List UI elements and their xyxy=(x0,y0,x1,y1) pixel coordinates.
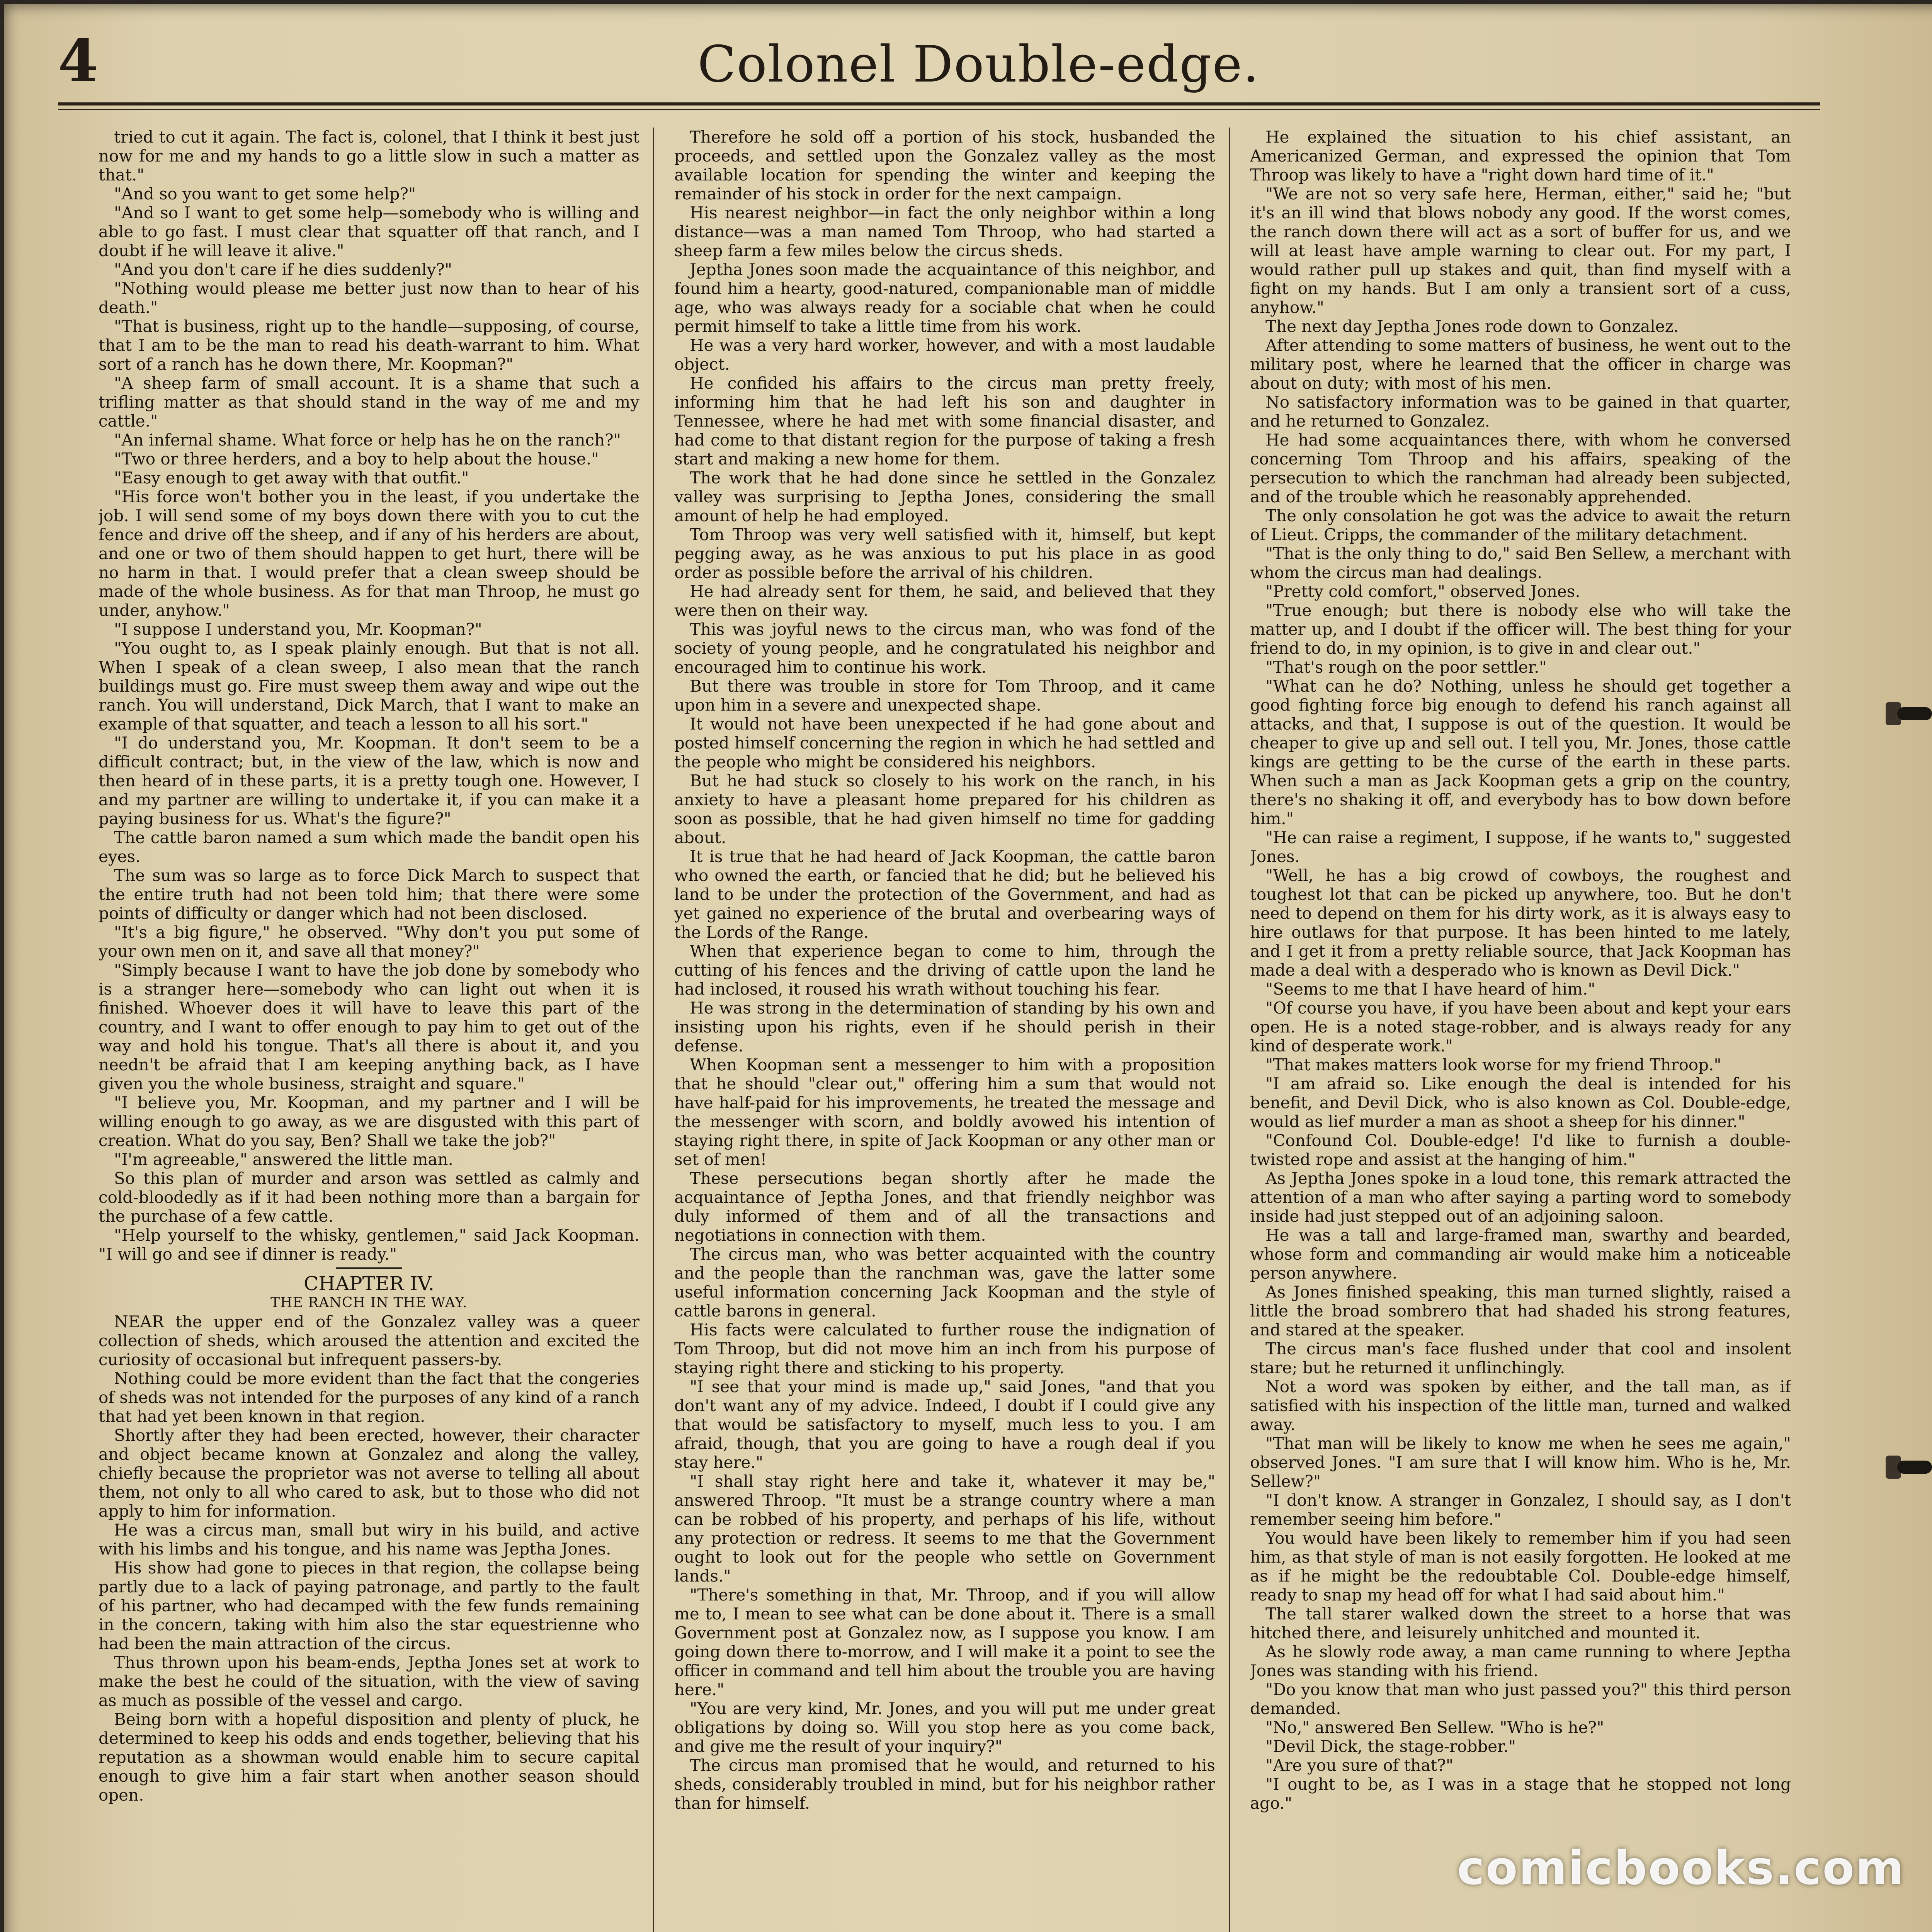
paragraph: He explained the situation to his chief assistant, an Americanized German, and expressed the opinion that Tom Throop was likely to have a "right down hard time of it." xyxy=(1250,128,1791,184)
paragraph: When that experience began to come to him, through the cutting of his fences and the driving of cattle upon the land he had inclosed, it roused his wrath without touching his fear. xyxy=(674,942,1215,998)
paragraph: "An infernal shame. What force or help has he on the ranch?" xyxy=(114,430,621,449)
paragraph: He had already sent for them, he said, and believed that they were then on their way. xyxy=(674,582,1215,620)
paragraph: But there was trouble in store for Tom Throop, and it came upon him in a severe and unexpected shape. xyxy=(674,677,1215,714)
paragraph: He was a circus man, small but wiry in his build, and active with his limbs and his tongue, and his name was Jeptha Jones. xyxy=(99,1520,639,1558)
paragraph: "You ought to, as I speak plainly enough. But that is not all. When I speak of a clean sweep, I also mean that the ranch buildings must go. Fire must sweep them away and wipe out the ranch. You will understand, Dick March, that I want to make an example of that squatter, and teach a lesson to all his sort." xyxy=(99,639,639,733)
section-rule xyxy=(336,1267,402,1269)
paragraph: As Jones finished speaking, this man turned slightly, raised a little the broad sombrero that had shaded his strong features, and stared at the speaker. xyxy=(1250,1282,1791,1339)
paragraph: "I believe you, Mr. Koopman, and my partner and I will be willing enough to go away, as we are disgusted with this part of creation. What do you say, Ben? Shall we take the job?" xyxy=(99,1093,639,1150)
paragraph: It would not have been unexpected if he had gone about and posted himself concerning the region in which he had settled and the people who might be considered his neighbors. xyxy=(674,714,1215,771)
paragraph: So this plan of murder and arson was settled as calmly and cold-bloodedly as if it had been nothing more than a bargain for the purchase of a few cattle. xyxy=(99,1169,639,1226)
chapter-heading: CHAPTER IV. xyxy=(303,1272,434,1295)
paragraph: Therefore he sold off a portion of his stock, husbanded the proceeds, and settled upon the Gonzalez valley as the most available location for spending the winter and keeping the remainder of his stock in order for the next campaign. xyxy=(674,128,1215,203)
paragraph: "And so I want to get some help—somebody who is willing and able to go fast. I must clear that squatter off that ranch, and I doubt if he will leave it alive." xyxy=(99,203,639,260)
paragraph: "Confound Col. Double-edge! I'd like to furnish a double-twisted rope and assist at the hanging of him." xyxy=(1250,1131,1791,1169)
paragraph: The cattle baron named a sum which made the bandit open his eyes. xyxy=(99,828,639,866)
paragraph: "That is the only thing to do," said Ben Sellew, a merchant with whom the circus man had dealings. xyxy=(1250,544,1791,582)
paragraph: "That makes matters look worse for my friend Throop." xyxy=(1265,1055,1721,1074)
paragraph: His show had gone to pieces in that region, the collapse being partly due to a lack of paying patronage, and partly to the fault of his partner, who had decamped with the few funds remaining in the concern, taking with him also the star equestrienne who had been the main attraction of the circus. xyxy=(99,1558,639,1653)
paragraph: "Are you sure of that?" xyxy=(1265,1756,1454,1775)
paragraph: "There's something in that, Mr. Throop, and if you will allow me to, I mean to see what can be done about it. There is a small Government post at Gonzalez now, as I suppose you know. I am going down there to-morrow, and I will make it a point to see the officer in command and tell him about the trouble you are having here." xyxy=(674,1585,1215,1699)
paragraph: He confided his affairs to the circus man pretty freely, informing him that he had left his son and daughter in Tennessee, where he had met with some financial disaster, and had come to that distant region for the purpose of taking a fresh start and making a new home for them. xyxy=(674,374,1215,468)
paragraph: "Help yourself to the whisky, gentlemen," said Jack Koopman. "I will go and see if dinner is ready." xyxy=(99,1226,639,1264)
paragraph: "His force won't bother you in the least, if you undertake the job. I will send some of my boys down there with you to cut the fence and drive off the sheep, and if any of his herders are about, and one or two of them should happen to get hurt, there will be no harm in that. I would prefer that a clean sweep should be made of the whole business. As for that man Throop, he must go under, anyhow." xyxy=(99,487,639,620)
column-1-paragraphs-before xyxy=(99,128,639,1264)
column-1-paragraphs-after xyxy=(99,1312,639,1804)
paragraph: His nearest neighbor—in fact the only neighbor within a long distance—was a man named Tom Throop, who had started a sheep farm a few miles below the circus sheds. xyxy=(674,203,1215,260)
paragraph: The circus man, who was better acquainted with the country and the people than the ranchman was, gave the latter some useful information concerning Jack Koopman and the style of cattle barons in general. xyxy=(674,1245,1215,1320)
paragraph: "Do you know that man who just passed you?" this third person demanded. xyxy=(1250,1680,1791,1718)
paragraph: Thus thrown upon his beam-ends, Jeptha Jones set at work to make the best he could of the situation, with the view of saving as much as possible of the vessel and cargo. xyxy=(99,1653,639,1710)
paragraph: He had some acquaintances there, with whom he conversed concerning Tom Throop and his affairs, speaking of the persecution to which the ranchman had already been subjected, and of the trouble which he reasonably apprehended. xyxy=(1250,430,1791,506)
paragraph: "What can he do? Nothing, unless he should get together a good fighting force big enough to defend his ranch against all attacks, and that, I suppose is out of the question. It would be cheaper to give up and sell out. I tell you, Mr. Jones, those cattle kings are getting to be the curse of the earth in these parts. When such a man as Jack Koopman gets a grip on the country, there's no shaking it off, and everybody has to bow down before him." xyxy=(1250,677,1791,828)
paragraph: "Devil Dick, the stage-robber." xyxy=(1265,1737,1516,1756)
paragraph: Being born with a hopeful disposition and plenty of pluck, he determined to keep his odds and ends together, believing that his reputation as a showman would enable him to secure capital enough to give him a fair start when another season should open. xyxy=(99,1710,639,1804)
paragraph: "Simply because I want to have the job done by somebody who is a stranger here—somebody who can light out when it is finished. Whoever does it will have to leave this part of the country, and I want to offer enough to pay him to get out of the way and hold his tongue. That's all there is about it, and you needn't be afraid that I am keeping anything back, as I have given you the whole business, straight and square." xyxy=(99,961,639,1093)
paragraph: No satisfactory information was to be gained in that quarter, and he returned to Gonzalez. xyxy=(1250,393,1791,430)
paragraph: The circus man's face flushed under that cool and insolent stare; but he returned it unflinchingly. xyxy=(1250,1339,1791,1377)
paragraph: Tom Throop was very well satisfied with it, himself, but kept pegging away, as he was anxious to put his place in as good order as possible before the arrival of his children. xyxy=(674,525,1215,582)
paragraph: You would have been likely to remember him if you had seen him, as that style of man is not easily forgotten. He looked at me as if he might be the redoubtable Col. Double-edge himself, ready to snap my head off for what I had said about him." xyxy=(1250,1529,1791,1604)
paragraph: "No," answered Ben Sellew. "Who is he?" xyxy=(1265,1718,1604,1737)
paragraph: He was strong in the determination of standing by his own and insisting upon his rights, even if he should perish in their defense. xyxy=(674,998,1215,1055)
paragraph: "True enough; but there is nobody else who will take the matter up, and I doubt if the officer will. The best thing for your friend to do, in my opinion, is to give in and clear out." xyxy=(1250,601,1791,658)
paragraph: "And so you want to get some help?" xyxy=(114,184,416,203)
paragraph: "Two or three herders, and a boy to help about the house." xyxy=(114,449,599,468)
paragraph: Jeptha Jones soon made the acquaintance of this neighbor, and found him a hearty, good-natured, companionable man of middle age, who was always ready for a sociable chat when he could permit himself to take a little time from his work. xyxy=(674,260,1215,336)
text-column-1 xyxy=(99,128,639,1932)
paragraph: "I don't know. A stranger in Gonzalez, I should say, as I don't remember seeing him before." xyxy=(1250,1491,1791,1529)
paragraph: These persecutions began shortly after he made the acquaintance of Jeptha Jones, and that friendly neighbor was duly informed of them and of all the transactions and negotiations in connection with them. xyxy=(674,1169,1215,1245)
paragraph: "That man will be likely to know me when he sees me again," observed Jones. "I am sure that I will know him. Who is he, Mr. Sellew?" xyxy=(1250,1434,1791,1491)
paragraph: "I ought to be, as I was in a stage that he stopped not long ago." xyxy=(1250,1775,1791,1813)
paragraph: NEAR the upper end of the Gonzalez valley was a queer collection of sheds, which aroused the attention and excited the curiosity of occasional but infrequent passers-by. xyxy=(99,1312,639,1369)
paragraph: "I do understand you, Mr. Koopman. It don't seem to be a difficult contract; but, in the view of the law, which is now and then heard of in these parts, it is a pretty tough one. However, I and my partner are willing to undertake it, if you can make it a paying business for us. What's the figure?" xyxy=(99,733,639,828)
paragraph: The circus man promised that he would, and returned to his sheds, considerably troubled in mind, but for his neighbor rather than for himself. xyxy=(674,1756,1215,1813)
header-rule-thick xyxy=(58,102,1820,105)
paragraph: Not a word was spoken by either, and the tall man, as if satisfied with his inspection of the little man, turned and walked away. xyxy=(1250,1377,1791,1434)
paragraph: This was joyful news to the circus man, who was fond of the society of young people, and he congratulated his neighbor and encouraged him to continue his work. xyxy=(674,620,1215,677)
paragraph: "Of course you have, if you have been about and kept your ears open. He is a noted stage-robber, and is always ready for any kind of desperate work." xyxy=(1250,998,1791,1055)
paragraph: tried to cut it again. The fact is, colonel, that I think it best just now for me and my hands to go a little slow in such a matter as that." xyxy=(99,128,639,184)
paragraph: "Seems to me that I have heard of him." xyxy=(1265,980,1595,998)
running-title: Colonel Double-edge. xyxy=(697,35,1260,94)
paragraph: "A sheep farm of small account. It is a shame that such a trifling matter as that should stand in the way of me and my cattle." xyxy=(99,374,639,430)
comic-page xyxy=(4,4,1932,1932)
paragraph: "Nothing would please me better just now than to hear of his death." xyxy=(99,279,639,317)
paragraph: The next day Jeptha Jones rode down to Gonzalez. xyxy=(1265,317,1679,336)
paragraph: "He can raise a regiment, I suppose, if he wants to," suggested Jones. xyxy=(1250,828,1791,866)
paragraph: "Pretty cold comfort," observed Jones. xyxy=(1265,582,1580,601)
binding-hole xyxy=(1897,1461,1932,1474)
paragraph: He was a tall and large-framed man, swarthy and bearded, whose form and commanding air would make him a noticeable person anywhere. xyxy=(1250,1226,1791,1282)
page-number: 4 xyxy=(58,27,99,95)
paragraph: When Koopman sent a messenger to him with a proposition that he should "clear out," offering him a sum that would not have half-paid for his improvements, he treated the message and the messenger with scorn, and boldly avowed his intention of staying right there, in spite of Jack Koopman or any other man or set of men! xyxy=(674,1055,1215,1169)
text-column-2 xyxy=(674,128,1215,1932)
column-separator xyxy=(1229,128,1230,1932)
paragraph: "And you don't care if he dies suddenly?" xyxy=(114,260,452,279)
paragraph: Nothing could be more evident than the fact that the congeries of sheds was not intended for the purposes of any kind of a ranch that had yet been known in that region. xyxy=(99,1369,639,1426)
paragraph: The sum was so large as to force Dick March to suspect that the entire truth had not been told him; that there were some points of difficulty or danger which had not been disclosed. xyxy=(99,866,639,923)
paragraph: "We are not so very safe here, Herman, either," said he; "but it's an ill wind that blows nobody any good. If the worst comes, the ranch down there will act as a sort of buffer for us, and we will at least have ample warning to clear out. For my part, I would rather pull up stakes and quit, than find myself with a fight on my hands. But I am only a transient sort of a cuss, anyhow." xyxy=(1250,184,1791,317)
page-header xyxy=(4,4,1932,112)
paragraph: Shortly after they had been erected, however, their character and object became known at Gonzalez and along the valley, chiefly because the proprietor was not averse to telling all about them, not only to all who cared to ask, but to those who did not apply to him for information. xyxy=(99,1426,639,1520)
paragraph: "You are very kind, Mr. Jones, and you will put me under great obligations by doing so. Will you stop here as you come back, and give me the result of your inquiry?" xyxy=(674,1699,1215,1756)
paragraph: "I am afraid so. Like enough the deal is intended for his benefit, and Devil Dick, who is also known as Col. Double-edge, would as lief murder a man as shoot a sheep for his dinner." xyxy=(1250,1074,1791,1131)
paragraph: "I'm agreeable," answered the little man. xyxy=(114,1150,453,1169)
column-separator xyxy=(653,128,654,1932)
paragraph: His facts were calculated to further rouse the indignation of Tom Throop, but did not move him an inch from his purpose of staying right there and sticking to his property. xyxy=(674,1320,1215,1377)
watermark: comicbooks.com xyxy=(1457,1842,1905,1895)
paragraph: The tall starer walked down the street to a horse that was hitched there, and leisurely unhitched and mounted it. xyxy=(1250,1604,1791,1642)
paragraph: The only consolation he got was the advice to await the return of Lieut. Cripps, the commander of the military detachment. xyxy=(1250,506,1791,544)
paragraph: The work that he had done since he settled in the Gonzalez valley was surprising to Jeptha Jones, considering the small amount of help he had employed. xyxy=(674,468,1215,525)
paragraph: "That's rough on the poor settler." xyxy=(1265,658,1547,677)
paragraph: It is true that he had heard of Jack Koopman, the cattle baron who owned the earth, or fancied that he did; but he believed his land to be under the protection of the Government, and had as yet gained no experience of the brutal and overbearing ways of the Lords of the Range. xyxy=(674,847,1215,942)
paragraph: As Jeptha Jones spoke in a loud tone, this remark attracted the attention of a man who after saying a parting word to somebody inside had just stepped out of an adjoining saloon. xyxy=(1250,1169,1791,1226)
paragraph: "Easy enough to get away with that outfit." xyxy=(114,468,469,487)
binding-hole xyxy=(1897,707,1932,720)
paragraph: As he slowly rode away, a man came running to where Jeptha Jones was standing with his friend. xyxy=(1250,1642,1791,1680)
paragraph: "Well, he has a big crowd of cowboys, the roughest and toughest lot that can be picked up anywhere, too. But he don't need to depend on them for his dirty work, as it is always easy to hire outlaws for that purpose. It has been hinted to me lately, and I get it from a pretty reliable source, that Jack Koopman has made a deal with a desperado who is known as Devil Dick." xyxy=(1250,866,1791,980)
paragraph: "That is business, right up to the handle—supposing, of course, that I am to be the man to read his death-warrant to him. What sort of a ranch has he down there, Mr. Koopman?" xyxy=(99,317,639,374)
chapter-subheading: THE RANCH IN THE WAY. xyxy=(270,1295,468,1311)
header-rule-thin xyxy=(58,109,1820,110)
paragraph: "I see that your mind is made up," said Jones, "and that you don't want any of my advice. Indeed, I doubt if I could give any that would be satisfactory to myself, much less to you. I am afraid, though, that you are going to have a rough deal if you stay here." xyxy=(674,1377,1215,1472)
text-column-3 xyxy=(1250,128,1791,1932)
paragraph: "It's a big figure," he observed. "Why don't you put some of your own men on it, and save all that money?" xyxy=(99,923,639,961)
paragraph: He was a very hard worker, however, and with a most laudable object. xyxy=(674,336,1215,374)
paragraph: But he had stuck so closely to his work on the ranch, in his anxiety to have a pleasant home prepared for his children as soon as possible, that he had given himself no time for gadding about. xyxy=(674,771,1215,847)
paragraph: "I suppose I understand you, Mr. Koopman?" xyxy=(114,620,482,639)
paragraph: After attending to some matters of business, he went out to the military post, where he learned that the officer in charge was about on duty; with most of his men. xyxy=(1250,336,1791,393)
paragraph: "I shall stay right here and take it, whatever it may be," answered Throop. "It must be a strange country where a man can be robbed of his property, and perhaps of his life, without any protection or redress. It seems to me that the Government ought to look out for the people who settle on Government lands." xyxy=(674,1472,1215,1585)
